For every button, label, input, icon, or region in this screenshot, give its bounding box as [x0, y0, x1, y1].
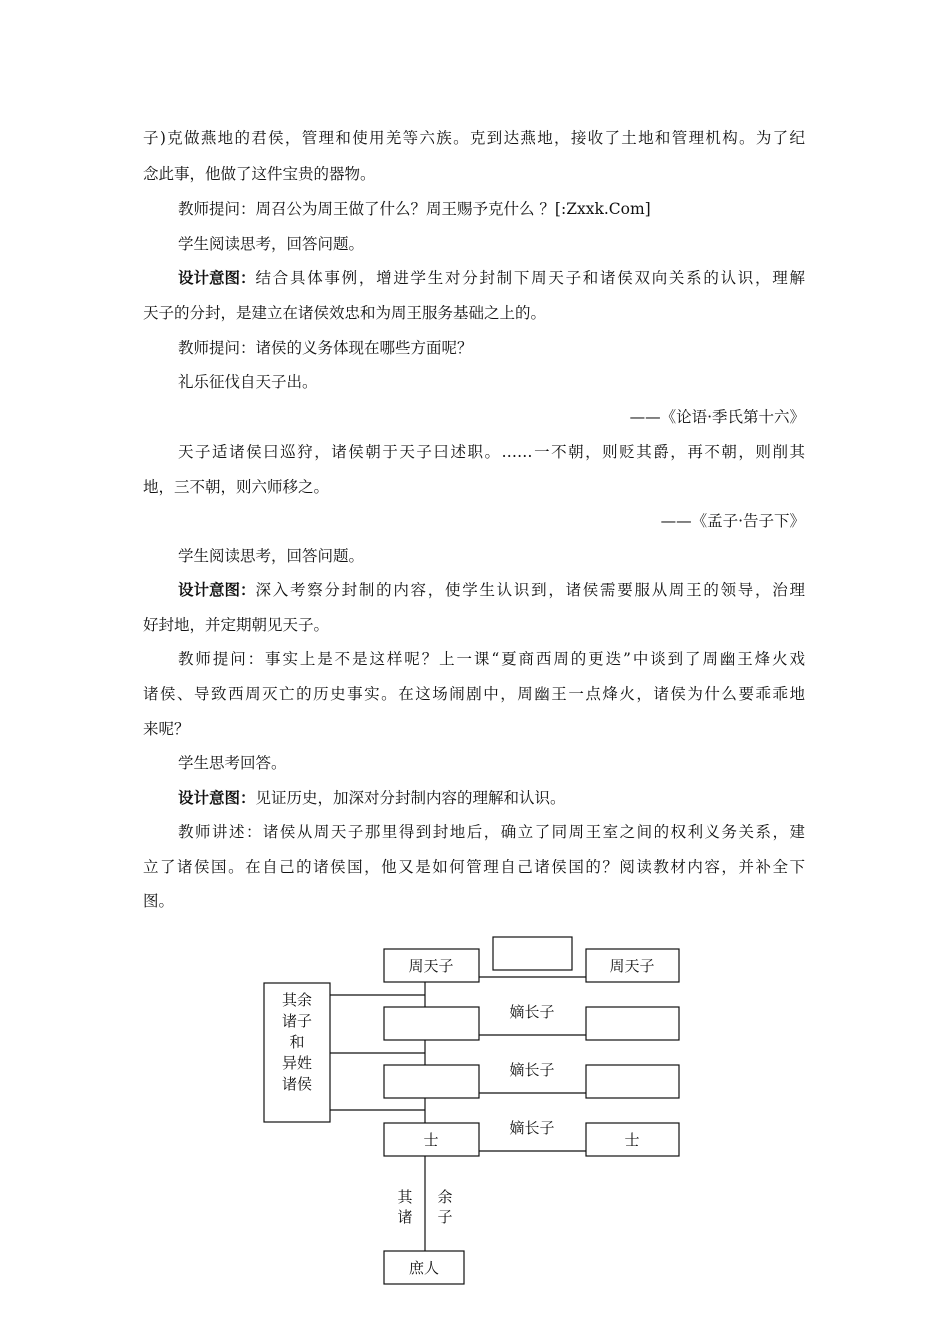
top-left-label: 周天子 — [408, 957, 454, 975]
blank-box-top[interactable] — [493, 937, 572, 970]
teacher-question: 教师提问：事实上是不是这样呢？上一课“夏商西周的更迭”中谈到了周幽王烽火戏 — [178, 650, 805, 668]
eldest-son-label: 嫡长子 — [509, 1003, 555, 1021]
commoners-label: 庶人 — [408, 1259, 440, 1277]
quote-text: 地，三不朝，则六师移之。 — [143, 478, 330, 496]
blank-box-left-1[interactable] — [384, 1007, 479, 1040]
blank-box-right-1[interactable] — [586, 1007, 679, 1040]
paragraph-line: 好封地，并定期朝见天子。 — [143, 616, 330, 634]
quote-source: ——《论语·季氏第十六》 — [629, 408, 805, 426]
design-intent-text: 深入考察分封制的内容，使学生认识到，诸侯需要服从周王的领导，治理 — [255, 581, 805, 599]
quote-text: 天子适诸侯曰巡狩，诸侯朝于天子曰述职。……一不朝，则贬其爵，再不朝，则削其 — [178, 443, 805, 461]
design-intent-label: 设计意图： — [178, 268, 256, 287]
paragraph-line: 立了诸侯国。在自己的诸侯国，他又是如何管理自己诸侯国的？阅读教材内容，并补全下 — [143, 858, 805, 876]
design-intent-label: 设计意图： — [178, 788, 256, 807]
student-activity: 学生思考回答。 — [178, 754, 287, 772]
paragraph-line: 诸侯、导致西周灭亡的历史事实。在这场闹剧中，周幽王一点烽火，诸侯为什么要乖乖地 — [143, 685, 805, 703]
left-box-label: 诸侯 — [281, 1075, 313, 1093]
design-intent-text: 见证历史，加深对分封制内容的理解和认识。 — [255, 789, 566, 807]
quote-text: 礼乐征伐自天子出。 — [178, 373, 318, 391]
left-box-label: 异姓 — [281, 1054, 313, 1072]
paragraph-line: 子)克做燕地的君侯，管理和使用羌等六族。克到达燕地，接收了土地和管理机构。为了纪 — [143, 129, 805, 147]
eldest-son-label: 嫡长子 — [509, 1119, 555, 1137]
others-right-label: 余 — [437, 1188, 453, 1206]
others-left-label: 其 — [397, 1188, 413, 1206]
left-box-label: 诸子 — [281, 1012, 313, 1030]
teacher-question: 教师提问：周召公为周王做了什么？周王赐予克什么 ？[:Zxxk.Com] — [178, 200, 651, 218]
others-left-label: 诸 — [397, 1208, 413, 1226]
paragraph-line: 图。 — [143, 892, 175, 910]
student-activity: 学生阅读思考，回答问题。 — [178, 235, 365, 253]
top-right-label: 周天子 — [609, 957, 655, 975]
paragraph-line: 念此事，他做了这件宝贵的器物。 — [143, 165, 376, 183]
paragraph-line: 天子的分封，是建立在诸侯效忠和为周王服务基础之上的。 — [143, 304, 547, 322]
shi-left-label: 士 — [423, 1131, 439, 1149]
design-intent-label: 设计意图： — [178, 580, 256, 599]
paragraph-line: 来呢？ — [143, 720, 190, 738]
eldest-son-label: 嫡长子 — [509, 1061, 555, 1079]
shi-right-label: 士 — [624, 1131, 640, 1149]
left-box-label: 和 — [289, 1033, 305, 1051]
student-activity: 学生阅读思考，回答问题。 — [178, 547, 365, 565]
left-box-label: 其余 — [281, 991, 313, 1009]
blank-box-right-2[interactable] — [586, 1065, 679, 1098]
quote-source: ——《孟子·告子下》 — [660, 512, 805, 530]
teacher-narration: 教师讲述：诸侯从周天子那里得到封地后，确立了同周王室之间的权利义务关系，建 — [178, 823, 805, 841]
others-right-label: 子 — [437, 1208, 453, 1226]
design-intent-text: 结合具体事例，增进学生对分封制下周天子和诸侯双向关系的认识，理解 — [255, 269, 805, 287]
teacher-question: 教师提问：诸侯的义务体现在哪些方面呢？ — [178, 339, 473, 357]
blank-box-left-2[interactable] — [384, 1065, 479, 1098]
